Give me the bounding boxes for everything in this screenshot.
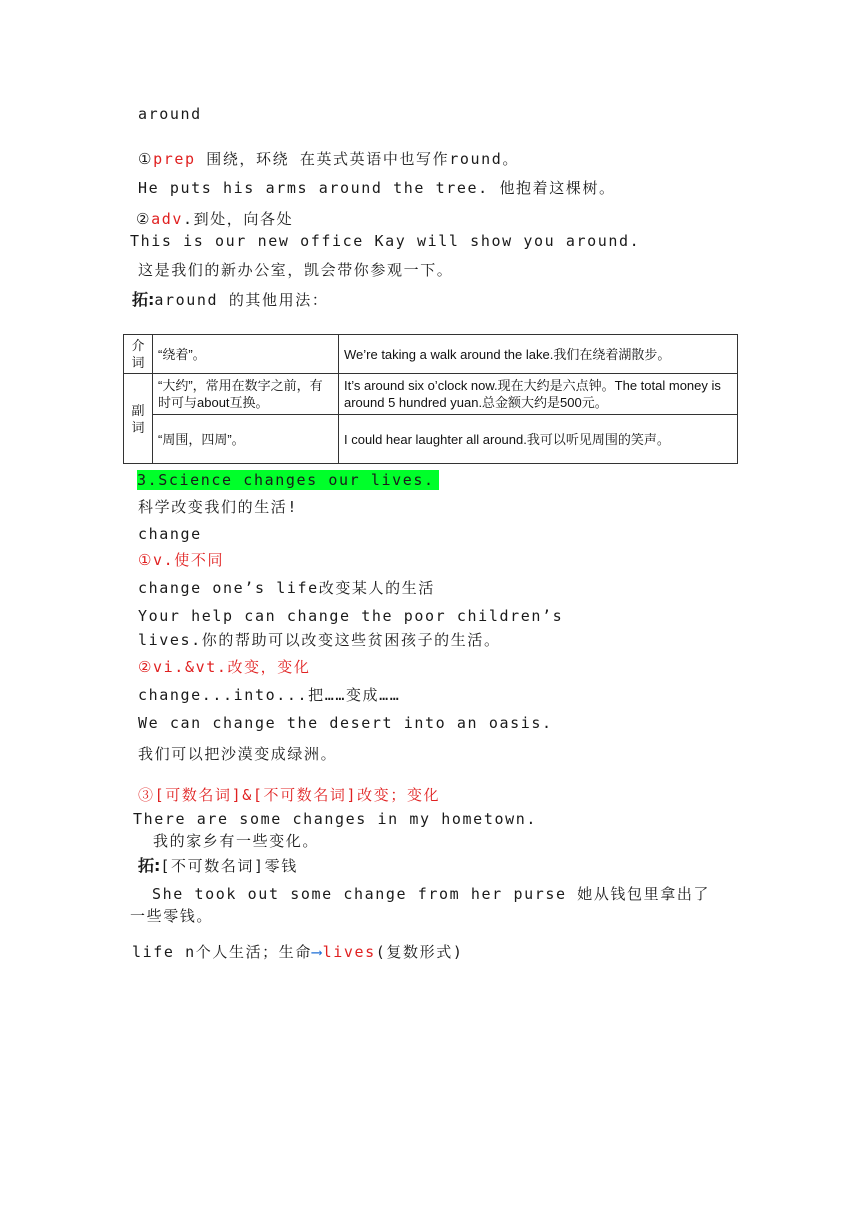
example-tree: He puts his arms around the tree. 他抱着这棵树。 [138,179,616,197]
example-help-line1: Your help can change the poor children’s [138,607,564,625]
meaning-cell: “大约”，常用在数字之前，有时可与about互换。 [153,374,339,415]
extension-label: 拓: [132,290,155,309]
word-change: change [138,525,202,543]
example-desert-translation: 我们可以把沙漠变成绿洲。 [138,745,338,763]
extension-text: [不可数名词]零钱 [160,857,298,875]
example-purse-line2: 一些零钱。 [130,907,214,925]
plural-note: (复数形式) [375,943,464,961]
pos-adv: adv [151,210,183,228]
sense-vi-vt: ②vi.&vt.改变，变化 [138,658,311,676]
example-hometown: There are some changes in my hometown. [133,810,537,828]
sense-noun: ③[可数名词]&[不可数名词]改变；变化 [138,786,441,804]
extension-text: around 的其他用法： [154,291,329,309]
phrase-change-life: change one’s life改变某人的生活 [138,579,435,597]
sense-text: .到处，向各处 [182,210,294,228]
section-heading: 3.Science changes our lives. [137,470,439,490]
extension-label: 拓: [138,856,161,875]
sense-number: ① [138,150,154,168]
example-cell: We’re taking a walk around the lake.我们在绕着湖散步。 [339,335,738,374]
example-purse-line1: She took out some change from her purse 她从钱包里拿出了 [152,885,711,903]
pos-cell-prep: 介词 [124,335,153,374]
sense-prep [138,149,519,169]
life-definition: life n个人生活；生命 [132,943,312,961]
pos-cell-adv: 副词 [124,374,153,464]
table-row [124,415,738,464]
example-office-translation: 这是我们的新办公室，凯会带你参观一下。 [138,261,454,279]
word-around: around [138,105,202,123]
meaning-cell: “绕着”。 [153,335,339,374]
section-translation: 科学改变我们的生活! [138,498,299,516]
meaning-cell: “周围，四周”。 [153,415,339,464]
plural-form: lives [322,943,376,961]
sense-verb: ①v.使不同 [138,551,225,569]
table-row [124,335,738,374]
around-usage-table [123,334,738,464]
extension-around [132,290,328,310]
sense-number: ② [136,210,152,228]
example-desert: We can change the desert into an oasis. [138,714,553,732]
sense-adv [136,209,293,229]
arrow-right-icon: ⟶ [312,943,323,961]
phrase-change-into: change...into...把……变成…… [138,686,401,704]
word-life [132,942,463,962]
extension-change [138,856,298,876]
pos-prep: prep [153,150,196,168]
example-help-line2: lives.你的帮助可以改变这些贫困孩子的生活。 [138,631,501,649]
sense-text: 围绕，环绕 在英式英语中也写作round。 [195,150,520,168]
example-cell: I could hear laughter all around.我可以听见周围的笑声。 [339,415,738,464]
example-cell: It’s around six o’clock now.现在大约是六点钟。The total money is around 5 hundred yuan.总金额大约是500元。 [339,374,738,415]
example-hometown-translation: 我的家乡有一些变化。 [153,832,320,850]
example-office: This is our new office Kay will show you around. [130,232,641,250]
table-row [124,374,738,415]
